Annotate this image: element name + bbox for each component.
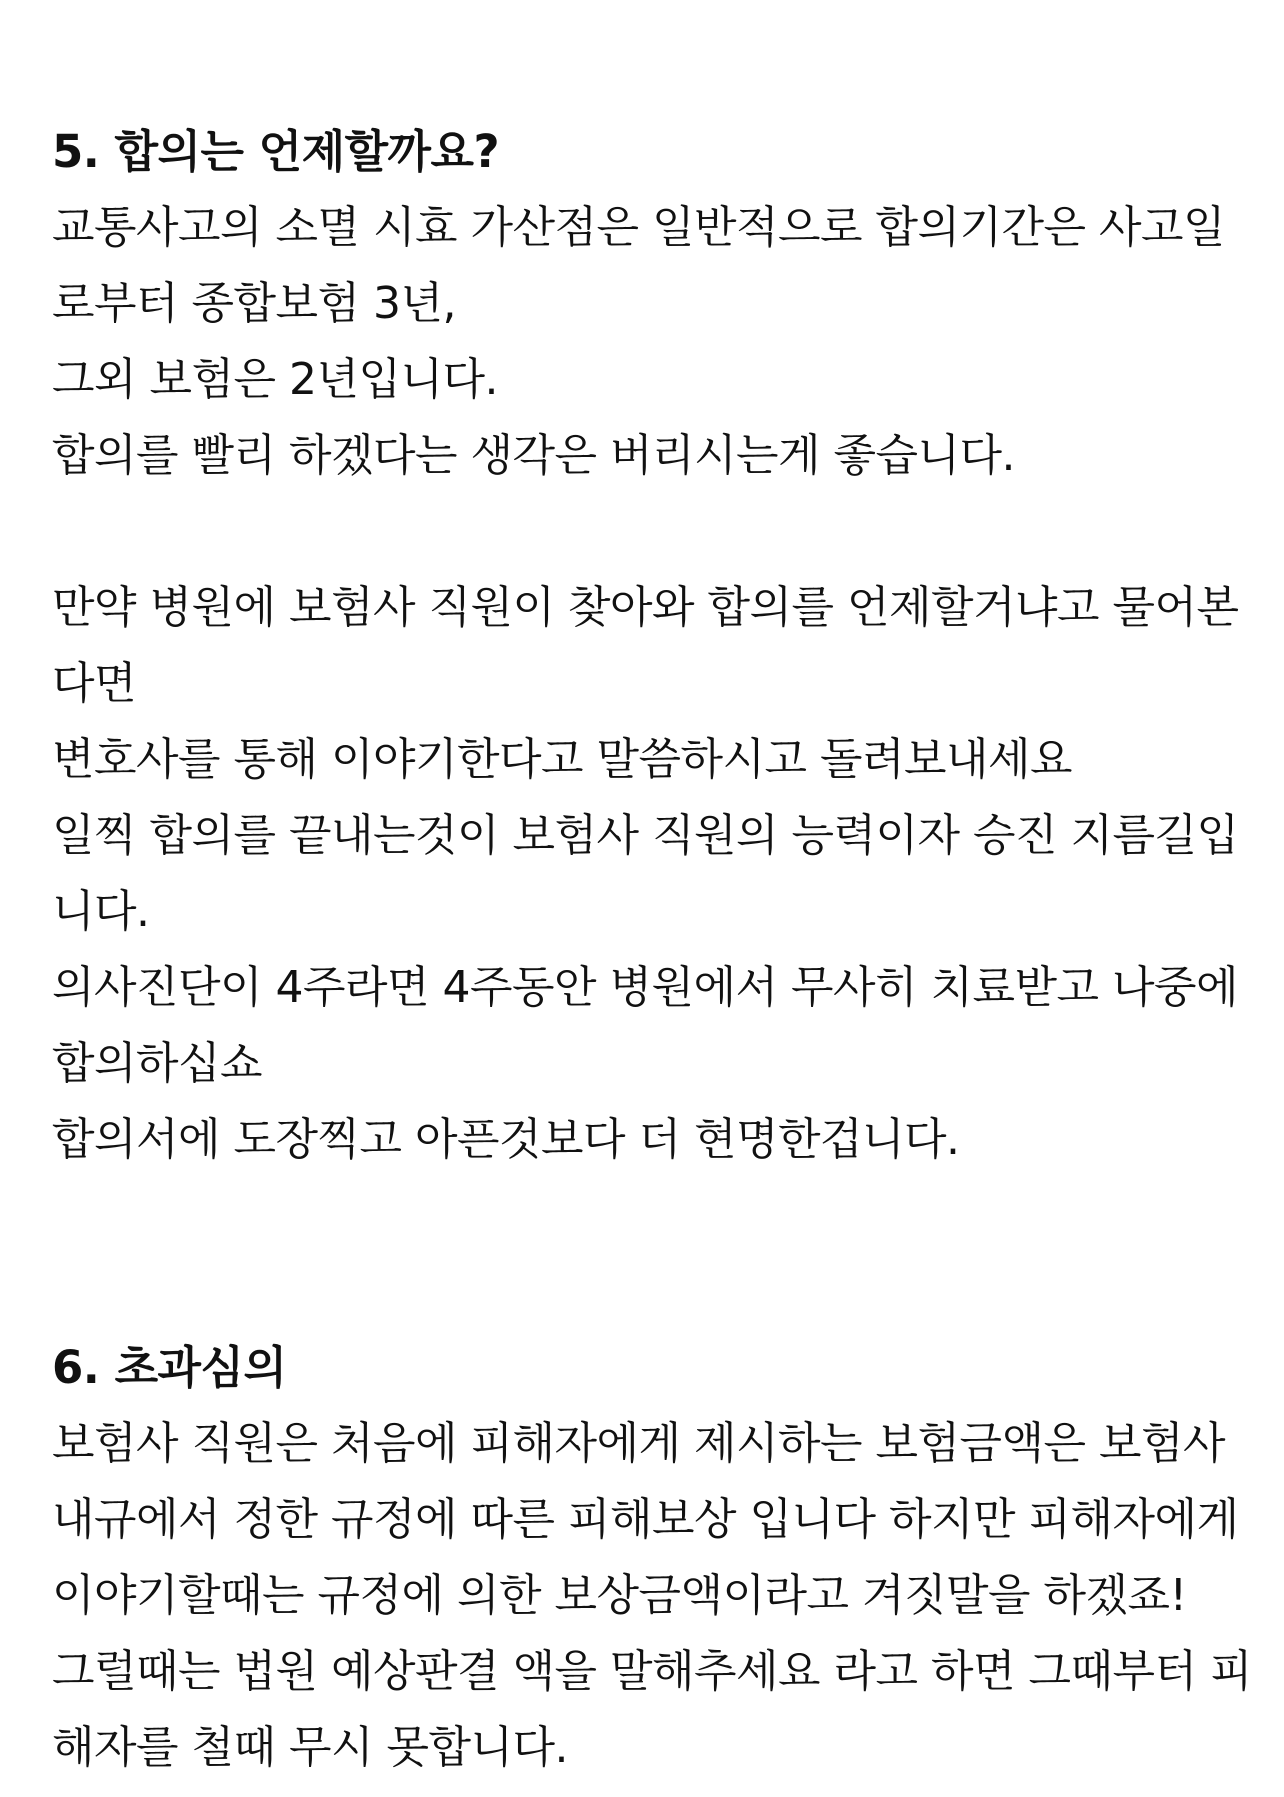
section-5-line: 일찍 합의를 끝내는것이 보험사 직원의 능력이자 승진 지름길입	[52, 810, 1239, 861]
section-6-heading: 6. 초과심의	[52, 1341, 287, 1394]
section-5-heading: 5. 합의는 언제할까요?	[52, 125, 500, 178]
section-6-line: 해자를 철때 무시 못합니다.	[52, 1722, 568, 1773]
section-5-line: 변호사를 통해 이야기한다고 말씀하시고 돌려보내세요	[52, 734, 1073, 785]
section-6-line: 내규에서 정한 규정에 따른 피해보상 입니다 하지만 피해자에게	[52, 1494, 1239, 1545]
section-6-line: 이야기할때는 규정에 의한 보상금액이라고 겨짓말을 하겠죠!	[52, 1570, 1187, 1621]
section-5-line: 합의하십쇼	[52, 1038, 263, 1089]
section-6-line: 보험사 직원은 처음에 피해자에게 제시하는 보험금액은 보험사	[52, 1418, 1226, 1469]
section-5-line: 그외 보험은 2년입니다.	[52, 354, 498, 405]
section-5-line: 합의서에 도장찍고 아픈것보다 더 현명한겁니다.	[52, 1114, 960, 1165]
section-5-line: 만약 병원에 보험사 직원이 찾아와 합의를 언제할거냐고 물어본	[52, 582, 1239, 633]
section-5-line: 니다.	[52, 886, 150, 937]
section-5-line: 교통사고의 소멸 시효 가산점은 일반적으로 합의기간은 사고일	[52, 202, 1226, 253]
section-6-line: 그럴때는 법원 예상판결 액을 말해추세요 라고 하면 그때부터 피	[52, 1646, 1252, 1697]
section-5-line: 합의를 빨리 하겠다는 생각은 버리시는게 좋습니다.	[52, 430, 1015, 481]
section-5-line: 로부터 종합보험 3년,	[52, 278, 456, 329]
section-5-line: 다면	[52, 658, 137, 709]
section-5-line: 의사진단이 4주라면 4주동안 병원에서 무사히 치료받고 나중에	[52, 962, 1239, 1013]
